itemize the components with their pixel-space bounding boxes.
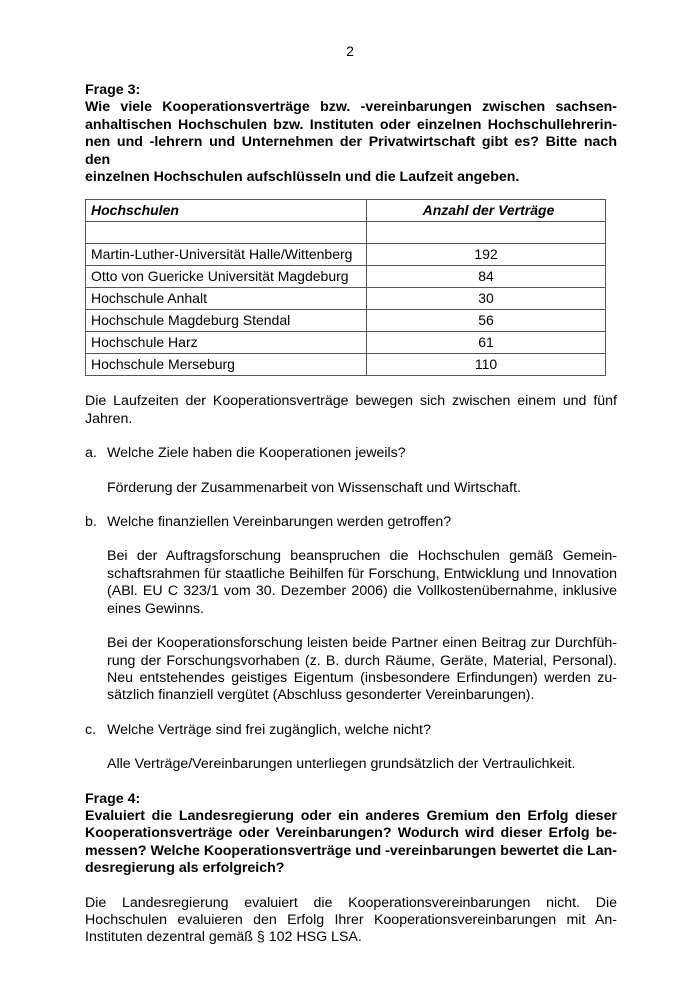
frage3-question-line: Wie viele Kooperationsverträge bzw. -vereinbarungen zwischen sachsen- [85,99,617,116]
frage3-question [85,99,617,186]
subquestion-c [85,722,617,739]
table-cell-name: Hochschule Magdeburg Stendal [86,310,367,332]
contracts-table [85,199,606,376]
subquestion-b [85,514,617,531]
frage3-question-line: einzelnen Hochschulen aufschlüsseln und die Laufzeit angeben. [85,169,520,186]
table-cell-name: Hochschule Anhalt [86,288,367,310]
laufzeit-paragraph: Die Laufzeiten der Kooperationsverträge bewegen sich zwischen einem und fünf Jahren. [85,393,617,427]
table-cell-name [86,222,367,244]
table-cell-count [367,222,606,244]
subquestion-marker: a. [85,445,97,462]
table-cell-count: 56 [367,310,606,332]
table-cell-name: Hochschule Harz [86,332,367,354]
subquestion-text: Welche Verträge sind frei zugänglich, welche nicht? [107,721,431,738]
table-row [86,332,606,354]
table-row [86,354,606,376]
frage4-heading: Frage 4: [85,790,141,807]
table-row [86,288,606,310]
table-row [86,222,606,244]
answer-b-kooperationsforschung: Bei der Kooperationsforschung leisten beide Partner einen Beitrag zur Durchführung der Forschungsvorhaben (z. B. durch Räume, Geräte, Material, Personal). Neu entstehendes geistiges Eigentum (insbesondere Erfindungen) werden zusätzlich finanziell vergütet (Abschluss gesonderter Vereinbarungen). [107,635,617,704]
table-cell-name: Otto von Guericke Universität Magdeburg [86,266,367,288]
answer-b-auftragsforschung: Bei der Auftragsforschung beanspruchen die Hochschulen gemäß Gemeinschaftsrahmen für staatliche Beihilfen für Forschung, Entwicklung und Innovation (ABl. EU C 323/1 vom 30. Dezember 2006) die Vollkostenübernahme, inklusive eines Gewinns. [107,548,617,617]
table-cell-count: 61 [367,332,606,354]
table-cell-count: 110 [367,354,606,376]
answer-a: Förderung der Zusammenarbeit von Wissenschaft und Wirtschaft. [107,479,521,496]
answer-c: Alle Verträge/Vereinbarungen unterliegen grundsätzlich der Vertraulichkeit. [107,756,576,773]
frage4-section [85,791,617,947]
subquestion-a [85,445,617,462]
frage3-section [85,82,617,774]
table-row [86,266,606,288]
table-cell-count: 192 [367,244,606,266]
subquestion-text: Welche Ziele haben die Kooperationen jeweils? [107,445,406,462]
frage4-answer: Die Landesregierung evaluiert die Kooperationsvereinbarungen nicht. Die Hochschulen evaluieren den Erfolg Ihrer Kooperationsvereinbarungen mit An-Instituten dezentral gemäß § 102 HSG LSA. [85,894,617,946]
frage4-question: Evaluiert die Landesregierung oder ein anderes Gremium den Erfolg dieser Kooperationsverträge oder Vereinbarungen? Wodurch wird dieser Erfolg bemessen? Welche Kooperationsverträge und -vereinbarungen bewertet die Landesregierung als erfolgreich? [85,807,617,877]
column-header-hochschulen: Hochschulen [86,200,367,222]
column-header-anzahl: Anzahl der Verträge [367,200,606,222]
table-cell-name: Hochschule Merseburg [86,354,367,376]
table-header-row [86,200,606,222]
table-cell-count: 84 [367,266,606,288]
frage3-heading: Frage 3: [85,82,141,98]
table-cell-count: 30 [367,288,606,310]
document-body [85,82,617,947]
table-cell-name: Martin-Luther-Universität Halle/Wittenberg [86,244,367,266]
subquestion-marker: b. [85,514,97,531]
table-row [86,310,606,332]
table-row [86,244,606,266]
frage3-question-line: nen und -lehrern und Unternehmen der Privatwirtschaft gibt es? Bitte nach den [85,134,617,168]
page-number: 2 [346,43,354,59]
subquestion-text: Welche finanziellen Vereinbarungen werden getroffen? [107,514,452,531]
subquestion-marker: c. [85,721,97,738]
frage3-question-line: anhaltischen Hochschulen bzw. Instituten oder einzelnen Hochschullehrerin- [85,116,617,133]
